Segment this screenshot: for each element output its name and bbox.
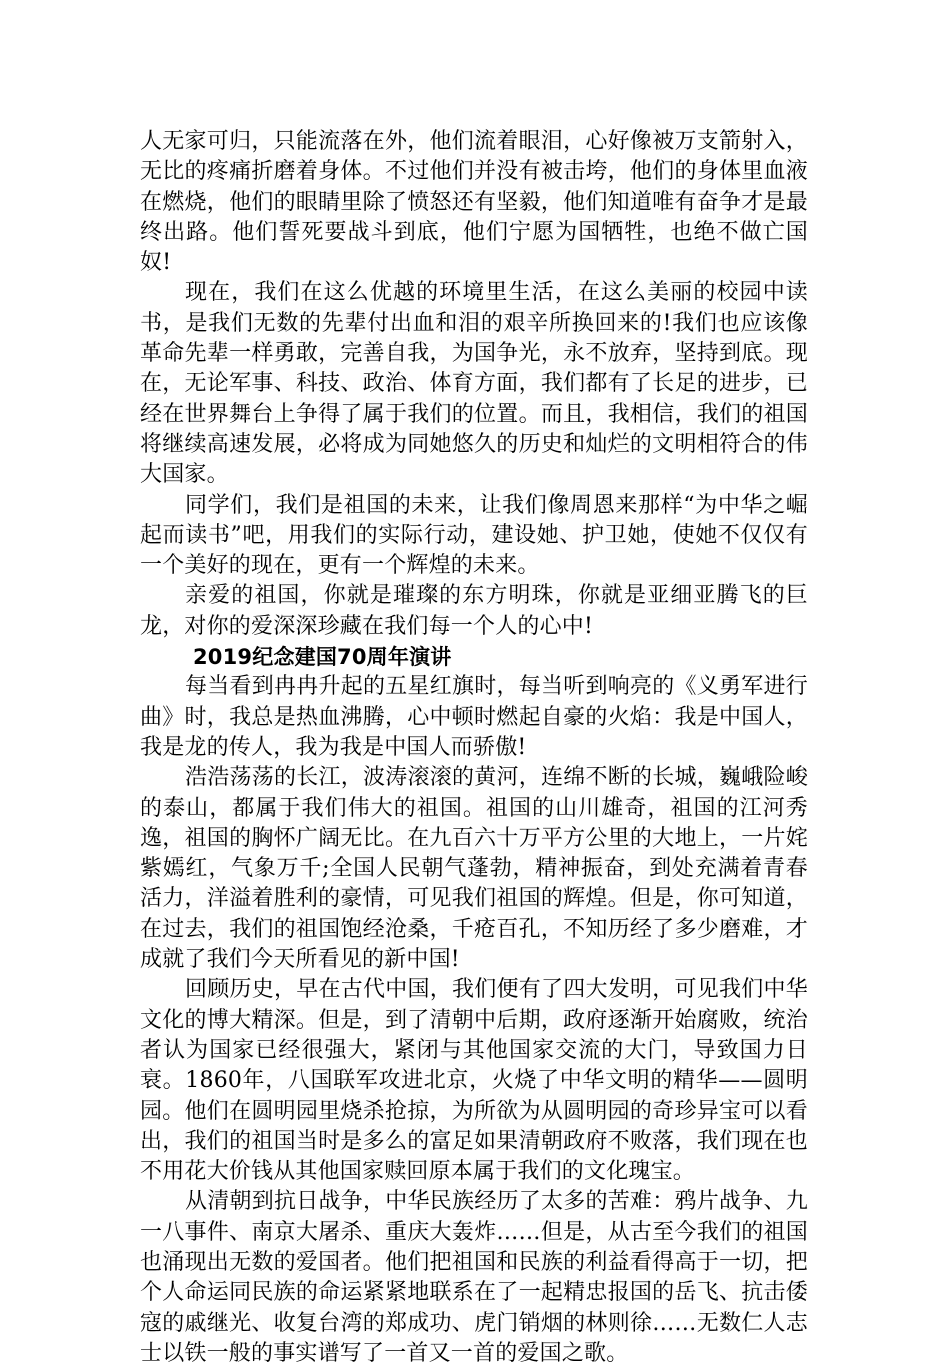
paragraph: 浩浩荡荡的长江，波涛滚滚的黄河，连绵不断的长城，巍峨险峻的泰山，都属于我们伟大的祖国。祖国的山川雄奇，祖国的江河秀逸，祖国的胸怀广阔无比。在九百六十万平方公里的大地上，一片姹紫嫣红，气象万千;全国人民朝气蓬勃，精神振奋，到处充满着青春活力，洋溢着胜利的豪情，可见我们祖国的辉煌。但是，你可知道，在过去，我们的祖国饱经沧桑，千疮百孔，不知历经了多少磨难，才成就了我们今天所看见的新中国!: [140, 765, 808, 973]
paragraph: 亲爱的祖国，你就是璀璨的东方明珠，你就是亚细亚腾飞的巨龙，对你的爱深深珍藏在我们每一个人的心中!: [140, 583, 808, 639]
paragraph: 回顾历史，早在古代中国，我们便有了四大发明，可见我们中华文化的博大精深。但是，到了清朝中后期，政府逐渐开始腐败，统治者认为国家已经很强大，紧闭与其他国家交流的大门，导致国力日衰。1860年，八国联军攻进北京，火烧了中华文明的精华——圆明园。他们在圆明园里烧杀抢掠，为所欲为从圆明园的奇珍异宝可以看出，我们的祖国当时是多么的富足如果清朝政府不败落，我们现在也不用花大价钱从其他国家赎回原本属于我们的文化瑰宝。: [140, 977, 808, 1185]
paragraph: 从清朝到抗日战争，中华民族经历了太多的苦难：鸦片战争、九一八事件、南京大屠杀、重庆大轰炸……但是，从古至今我们的祖国也涌现出无数的爱国者。他们把祖国和民族的利益看得高于一切，把个人命运同民族的命运紧紧地联系在了一起精忠报国的岳飞、抗击倭寇的戚继光、收复台湾的郑成功、虎门销烟的林则徐……无数仁人志士以铁一般的事实谱写了一首又一首的爱国之歌。: [140, 1189, 808, 1366]
paragraph: 现在，我们在这么优越的环境里生活，在这么美丽的校园中读书，是我们无数的先辈付出血和泪的艰辛所换回来的!我们也应该像革命先辈一样勇敢，完善自我，为国争光，永不放弃，坚持到底。现在，无论军事、科技、政治、体育方面，我们都有了长足的进步，已经在世界舞台上争得了属于我们的位置。而且，我相信，我们的祖国将继续高速发展，必将成为同她悠久的历史和灿烂的文明相符合的伟大国家。: [140, 280, 808, 488]
paragraph: 同学们，我们是祖国的未来，让我们像周恩来那样“为中华之崛起而读书”吧，用我们的实际行动，建设她、护卫她，使她不仅仅有一个美好的现在，更有一个辉煌的未来。: [140, 492, 808, 579]
paragraph: 每当看到冉冉升起的五星红旗时，每当听到响亮的《义勇军进行曲》时，我总是热血沸腾，心中顿时燃起自豪的火焰：我是中国人，我是龙的传人，我为我是中国人而骄傲!: [140, 674, 808, 760]
section-title: 2019纪念建国70周年演讲: [193, 645, 452, 670]
document-body: [140, 127, 808, 1369]
paragraph-continuation: 人无家可归，只能流落在外，他们流着眼泪，心好像被万支箭射入，无比的疼痛折磨着身体。不过他们并没有被击垮，他们的身体里血液在燃烧，他们的眼睛里除了愤怒还有坚毅，他们知道唯有奋争才是最终出路。他们誓死要战斗到底，他们宁愿为国牺牲，也绝不做亡国奴!: [140, 129, 808, 276]
